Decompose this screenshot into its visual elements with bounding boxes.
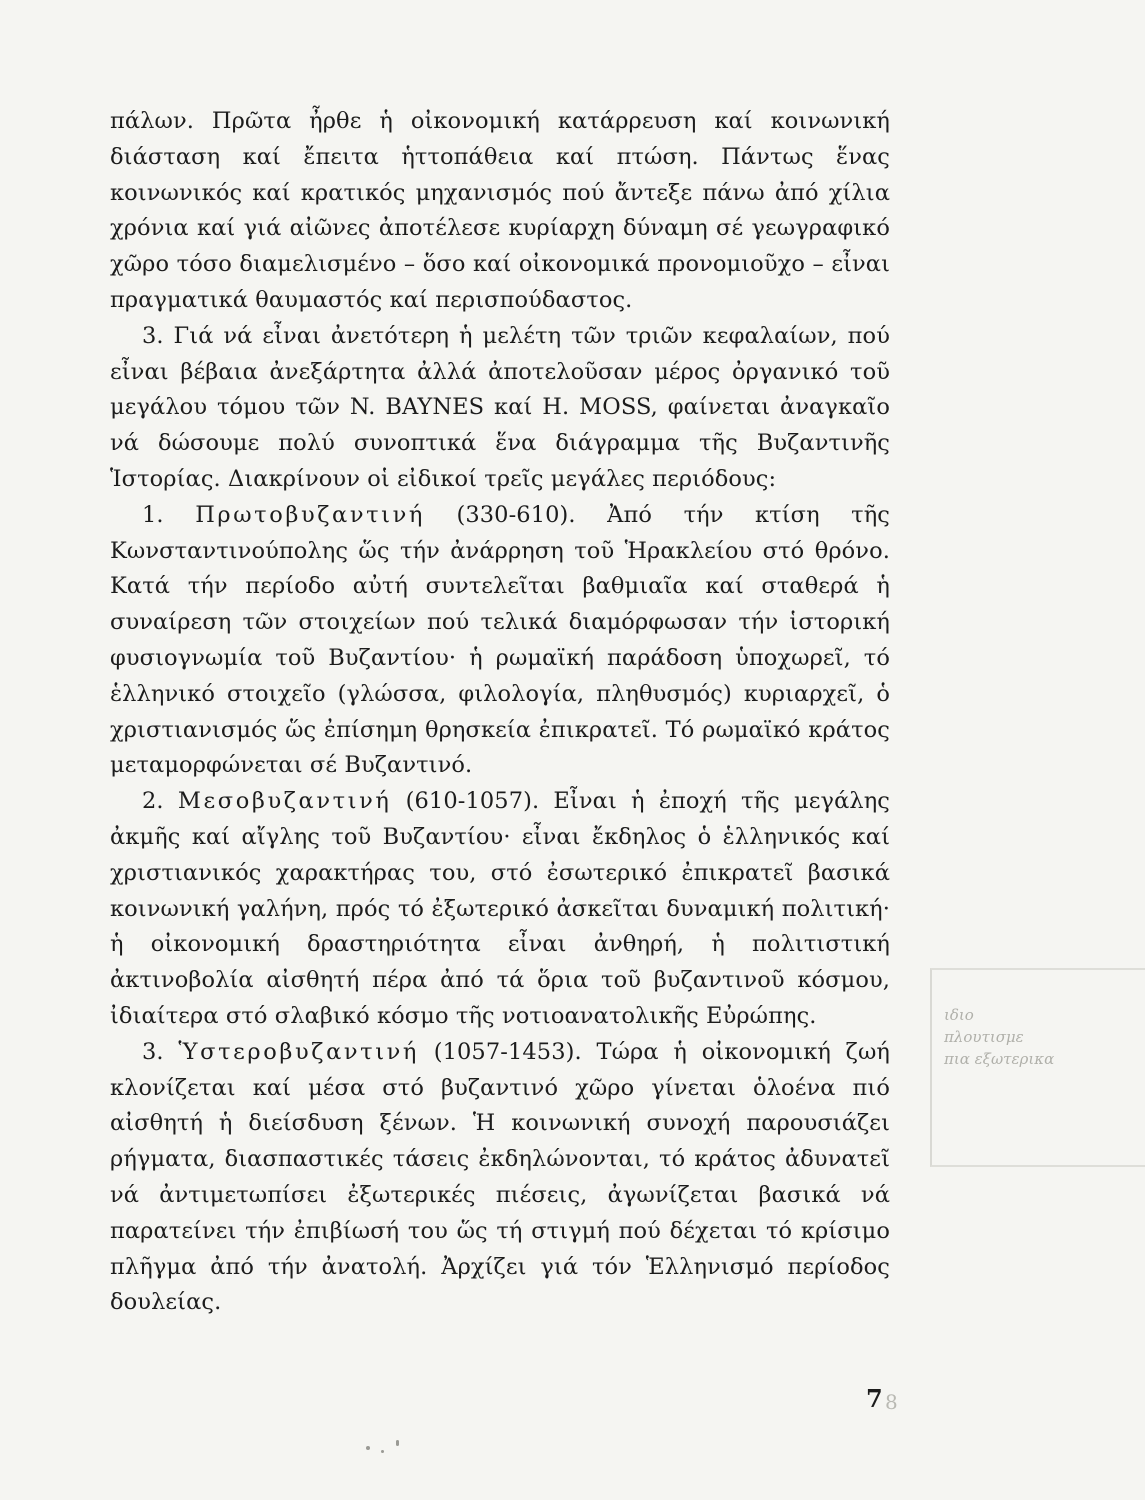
show-through-line: πλουτισμε (944, 1028, 1024, 1046)
paragraph-text: πάλων. Πρῶτα ἦρθε ἡ οἰκονομική κατάρρευση καί κοινωνική διάσταση καί ἔπειτα ἡττοπάθεια καί πτώση. Πάντως ἕνας κοινωνικός καί κρατικός μηχανισμός πού ἄντεξε πάνω ἀπό χίλια χρόνια καί γιά αἰῶνες ἀποτέλεσε κυρίαρχη δύναμη σέ γεωγραφικό χῶρο τόσο διαμελισμένο – ὅσο καί οἰκονομικά προνομιοῦχο – εἶναι πραγματικά θαυμαστός καί περισπούδαστος. (110, 108, 890, 313)
period-name: Πρωτοβυζαντινή (195, 501, 425, 528)
paragraph-text: (610-1057). Εἶναι ἡ ἐποχή τῆς μεγάλης ἀκμῆς καί αἴγλης τοῦ Βυζαντίου· εἶναι ἔκδηλος ὁ ἑλληνικός καί χριστιανικός χαρακτήρας του, στό ἐσωτερικό ἐπικρατεῖ βασικά κοινωνική γαλήνη, πρός τό ἐξωτερικό ἀσκεῖται δυναμική πολιτική· ἡ οἰκονομική δραστηριότητα εἶναι ἀνθηρή, ἡ πολιτιστική ἀκτινοβολία αἰσθητή πέρα ἀπό τά ὅρια τοῦ βυζαντινοῦ κόσμου, ἰδιαίτερα στό σλαβικό κόσμο τῆς νοτιοανατολικῆς Εὐρώπης. (110, 788, 891, 1029)
ghost-page-number: 8 (885, 1390, 898, 1414)
period-name: Ὑστεροβυζαντινή (178, 1038, 419, 1065)
show-through-text (944, 1004, 1054, 1070)
paragraph-p1 (110, 104, 890, 319)
paragraph-text: 3. Γιά νά εἶναι ἀνετότερη ἡ μελέτη τῶν τριῶν κεφαλαίων, πού εἶναι βέβαια ἀνεξάρτητα ἀλλά ἀποτελοῦσαν μέρος ὀργανικό τοῦ μεγάλου τόμου τῶν N. BAYNES καί H. MOSS, φαίνεται ἀναγκαῖο νά δώσουμε πολύ συνοπτικά ἕνα διάγραμμα τῆς Βυζαντινῆς Ἱστορίας. Διακρίνουν οἱ εἰδικοί τρεῖς μεγάλες περιόδους: (110, 322, 890, 492)
ink-speck (396, 1440, 399, 1446)
paragraph-text: 3. (142, 1038, 179, 1065)
paragraph-p4 (110, 784, 890, 1035)
show-through-line: πια εξωτερικα (944, 1050, 1055, 1068)
period-name: Μεσοβυζαντινή (177, 788, 392, 815)
ink-speck (366, 1446, 370, 1450)
body-text (110, 104, 890, 1321)
ink-speck (381, 1450, 384, 1453)
paragraph-p5 (110, 1035, 890, 1321)
page-number: 7 (866, 1384, 883, 1413)
paragraph-text: (330-610). Ἀπό τήν κτίση τῆς Κωνσταντινούπολης ὥς τήν ἀνάρρηση τοῦ Ἡρακλείου στό θρόνο. Κατά τήν περίοδο αὐτή συντελεῖται βαθμιαῖα καί σταθερά ἡ συναίρεση τῶν στοιχείων πού τελικά διαμόρφωσαν τήν ἱστορική φυσιογνωμία τοῦ Βυζαντίου· ἡ ρωμαϊκή παράδοση ὑποχωρεῖ, τό ἑλληνικό στοιχεῖο (γλώσσα, φιλολογία, πληθυσμός) κυριαρχεῖ, ὁ χριστιανισμός ὥς ἐπίσημη θρησκεία ἐπικρατεῖ. Τό ρωμαϊκό κράτος μεταμορφώνεται σέ Βυζαντινό. (110, 501, 890, 779)
paragraph-text: 2. (142, 788, 178, 815)
paragraph-p2 (110, 319, 890, 498)
paragraph-p3 (110, 498, 890, 784)
paragraph-text: 1. (142, 501, 196, 528)
paragraph-text: (1057-1453). Τώρα ἡ οἰκονομική ζωή κλονίζεται καί μέσα στό βυζαντινό χῶρο γίνεται ὁλοένα πιό αἰσθητή ἡ διείσδυση ξένων. Ἡ κοινωνική συνοχή παρουσιάζει ρήγματα, διασπαστικές τάσεις ἐκδηλώνονται, τό κράτος ἀδυνατεῖ νά ἀντιμετωπίσει ἐξωτερικές πιέσεις, ἀγωνίζεται βασικά νά παρατείνει τήν ἐπιβίωσή του ὥς τή στιγμή πού δέχεται τό κρίσιμο πλῆγμα ἀπό τήν ἀνατολή. Ἀρχίζει γιά τόν Ἑλληνισμό περίοδος δουλείας. (110, 1038, 891, 1316)
show-through-line: ιδιο (944, 1006, 974, 1024)
